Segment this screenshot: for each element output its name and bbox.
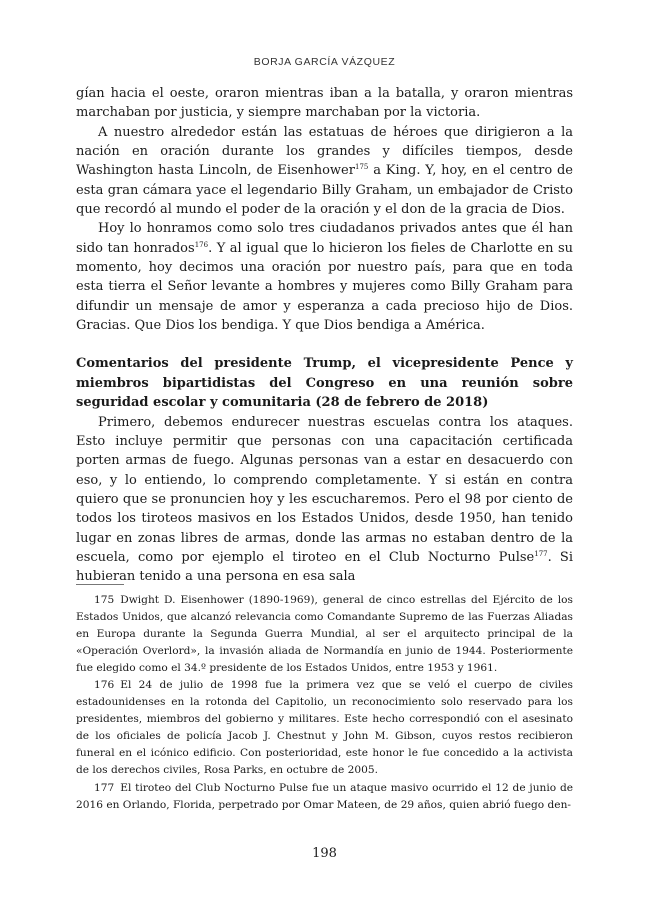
paragraph-text: Hoy lo honramos como solo tres ciudadanos privados antes que él han sido tan honrados <box>76 221 573 256</box>
footnote-ref-175[interactable]: 175 <box>354 163 369 172</box>
paragraph-text: . Si hubieran tenido a una persona en esa sala <box>76 549 573 585</box>
paragraph-text: A nuestro alrededor están las estatuas de héroes que dirigieron a la nación en oración durante los grandes y difíciles tiempos, desde Washington hasta Lincoln, de Eisenhower <box>76 124 573 179</box>
body-text <box>76 84 573 587</box>
paragraph-honor <box>76 219 573 335</box>
paragraph-text: Primero, debemos endurecer nuestras escuelas contra los ataques. Esto incluye permitir que personas con una capacitación certificada porten armas de fuego. Algunas personas van a estar en desacuerdo con eso, y lo entiendo, lo comprendo completamente. Y si están en contra quiero que se pronuncien hoy y les escucharemos. Pero el 98 por ciento de todos los tiroteos masivos en los Estados Unidos, desde 1950, han tenido lugar en zonas libres de armas, donde las armas no estaban dentro de la escuela, como por ejemplo el tiroteo en el Club Nocturno Pulse <box>76 414 573 565</box>
book-page <box>76 0 573 917</box>
footnote-divider <box>76 584 124 585</box>
footnote-text: El tiroteo del Club Nocturno Pulse fue un ataque masivo ocurrido el 12 de junio de 2016 en Orlando, Florida, perpetrado por Omar Mateen, de 29 años, quien abrió fuego den- <box>76 781 573 811</box>
footnote-number: 175 <box>94 594 115 606</box>
paragraph-statues <box>76 123 573 220</box>
footnote-176 <box>76 677 573 779</box>
footnote-number: 177 <box>94 781 115 794</box>
paragraph-text: . Y al igual que lo hicieron los fieles de Charlotte en su momento, hoy decimos una oración por nuestro país, para que en toda esta tierra el Señor levante a hombres y mujeres como Billy Graham para difundir un mensaje de amor y esperanza a cada precioso hijo de Dios. Gracias. Que Dios los bendiga. Y que Dios bendiga a América. <box>76 240 573 334</box>
section-heading: Comentarios del presidente Trump, el vicepresidente Pence y miembros bipartidistas del Congreso en una reunión sobre seguridad escolar y comunitaria (28 de febrero de 2018) <box>76 356 573 411</box>
page-number: 198 <box>312 846 337 861</box>
paragraph-text: a King. Y, hoy, en el centro de esta gran cámara yace el legendario Billy Graham, un embajador de Cristo que recordó al mundo el poder de la oración y el don de la gracia de Dios. <box>76 163 574 218</box>
paragraph-schools <box>76 413 573 587</box>
footnotes <box>76 592 573 814</box>
footnote-text: El 24 de julio de 1998 fue la primera vez que se veló el cuerpo de civiles estadounidenses en la rotonda del Capitolio, un reconocimiento solo reservado para los presidentes, miembros del gobierno y militares. Este hecho correspondió con el asesinato de los oficiales de policía Jacob J. Chestnut y John M. Gibson, cuyos restos recibieron funeral en el icónico edificio. Con posterioridad, este honor le fue concedido a la activista de los derechos civiles, Rosa Parks, en octubre de 2005. <box>76 679 573 777</box>
running-head: BORJA GARCÍA VÁZQUEZ <box>253 56 396 68</box>
footnote-ref-177[interactable]: 177 <box>534 549 548 558</box>
footnote-175 <box>76 592 573 677</box>
footnote-ref-176[interactable]: 176 <box>194 240 209 249</box>
footnote-text: Dwight D. Eisenhower (1890-1969), general de cinco estrellas del Ejército de los Estados Unidos, que alcanzó relevancia como Comandante Supremo de las Fuerzas Aliadas en Europa durante la Segunda Guerra Mundial, al ser el arquitecto principal de la «Operación Overlord», la invasión aliada de Normandía en junio de 1944. Posteriormente fue elegido como el 34.º presidente de los Estados Unidos, entre 1953 y 1961. <box>76 594 573 675</box>
footnote-number: 176 <box>94 679 115 692</box>
paragraph-continuation: gían hacia el oeste, oraron mientras iban a la batalla, y oraron mientras marchaban por justicia, y siempre marchaban por la victoria. <box>76 86 573 121</box>
footnote-177 <box>76 780 573 814</box>
